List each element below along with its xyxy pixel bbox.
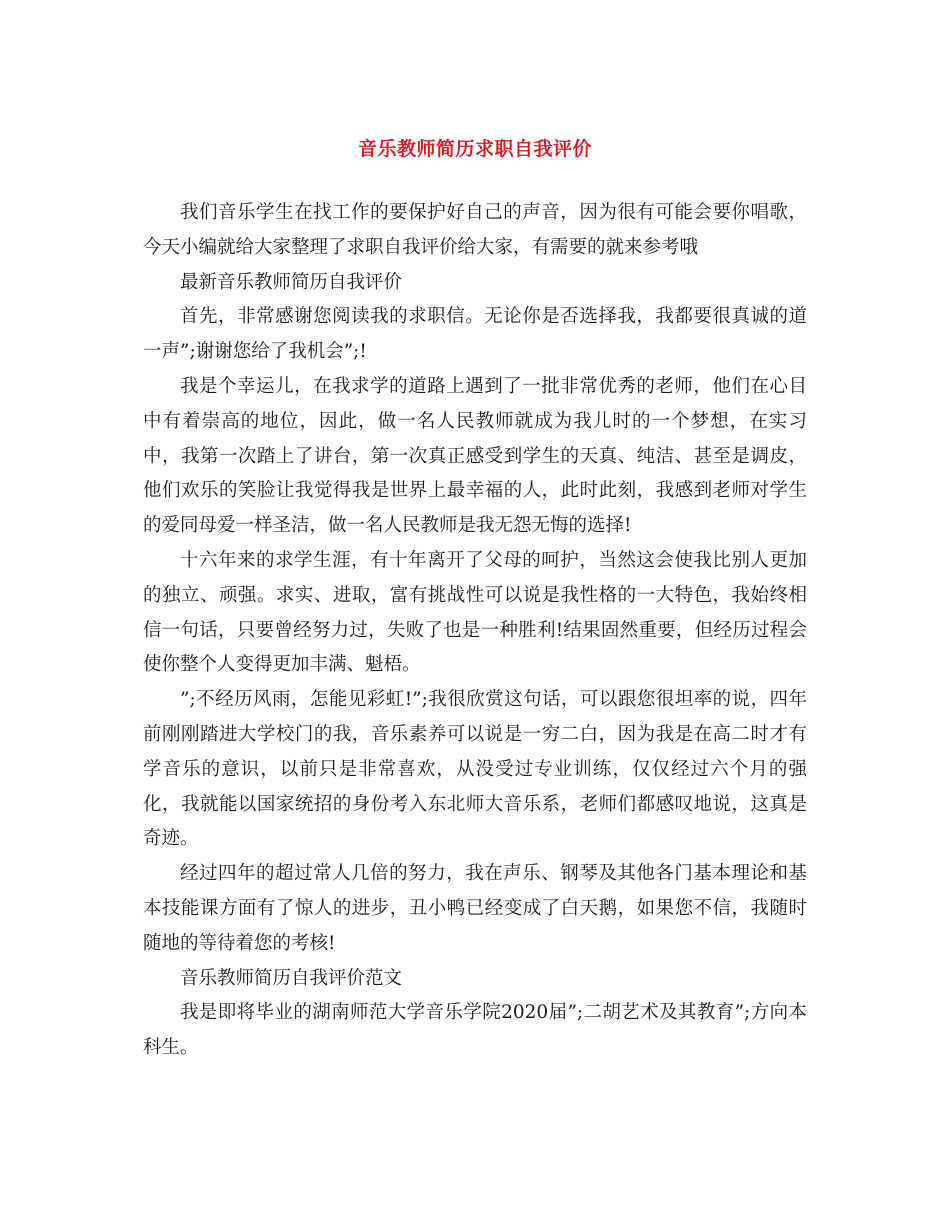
paragraph-intro: 我们音乐学生在找工作的要保护好自己的声音，因为很有可能会要你唱歌，今天小编就给大家整理了求职自我评价给大家，有需要的就来参考哦: [143, 202, 807, 258]
paragraph-four-years: 经过四年的超过常人几倍的努力，我在声乐、钢琴及其他各门基本理论和基本技能课方面有了惊人的进步，丑小鸭已经变成了白天鹅，如果您不信，我随时随地的等待着您的考核!: [143, 863, 807, 954]
paragraph-lucky: 我是个幸运儿，在我求学的道路上遇到了一批非常优秀的老师，他们在心目中有着崇高的地位，因此，做一名人民教师就成为我儿时的一个梦想，在实习中，我第一次踏上了讲台，第一次真正感受到学生的天真、纯洁、甚至是调皮，他们欢乐的笑脸让我觉得我是世界上最幸福的人，此时此刻，我感到老师对学生的爱同母爱一样圣洁，做一名人民教师是我无怨无悔的选择!: [143, 375, 807, 537]
paragraph-thanks: 首先，非常感谢您阅读我的求职信。无论你是否选择我，我都要很真诚的道一声”;谢谢您给了我机会”;!: [143, 306, 807, 363]
section-heading-latest: 最新音乐教师简历自我评价: [180, 271, 403, 293]
document-body: [143, 196, 807, 1066]
paragraph-rainbow: ”;不经历风雨，怎能见彩虹!”;我很欣赏这句话，可以跟您很坦率的说，四年前刚刚踏进大学校门的我，音乐素养可以说是一穷二白，因为我是在高二时才有学音乐的意识，以前只是非常喜欢，从没受过专业训练，仅仅经过六个月的强化，我就能以国家统招的身份考入东北师大音乐系，老师们都感叹地说，这真是奇迹。: [143, 689, 807, 850]
paragraph-sixteen-years: 十六年来的求学生涯，有十年离开了父母的呵护，当然这会使我比别人更加的独立、顽强。求实、进取，富有挑战性可以说是我性格的一大特色，我始终相信一句话，只要曾经努力过，失败了也是一种胜利!结果固然重要，但经历过程会使你整个人变得更加丰满、魁梧。: [143, 549, 807, 676]
section-heading-sample: 音乐教师简历自我评价范文: [180, 967, 403, 989]
document-title: 音乐教师简历求职自我评价: [357, 138, 592, 160]
paragraph-graduate: 我是即将毕业的湖南师范大学音乐学院2020届”;二胡艺术及其教育”;方向本科生。: [143, 1002, 807, 1059]
